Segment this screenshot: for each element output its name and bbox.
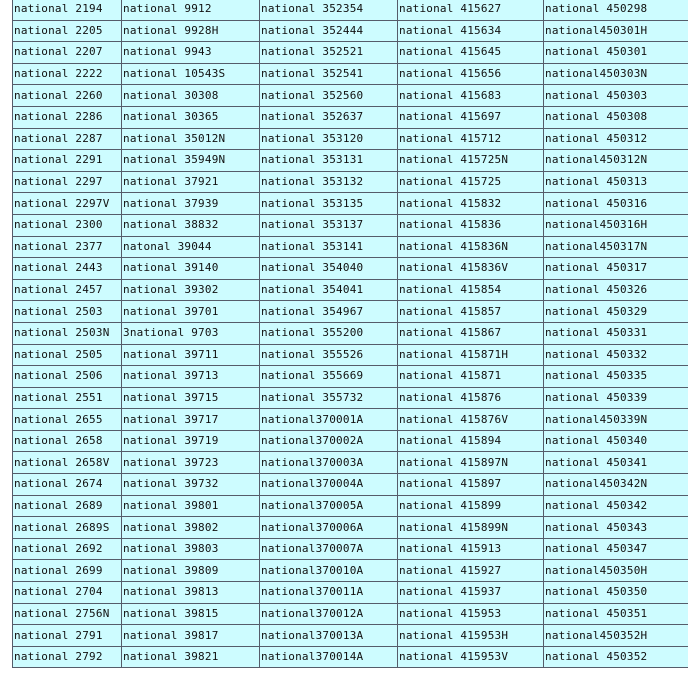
table-cell: national 415697	[398, 106, 544, 128]
table-row	[13, 560, 689, 582]
table-cell: national370006A	[260, 517, 398, 539]
table-cell: national 39723	[122, 452, 260, 474]
table-cell: national 39701	[122, 301, 260, 323]
table-cell: national 2291	[13, 150, 122, 172]
table-cell: national 450351	[544, 603, 689, 625]
table-row	[13, 85, 689, 107]
table-cell: national 415836N	[398, 236, 544, 258]
parts-table	[12, 0, 688, 668]
table-cell: national 39140	[122, 258, 260, 280]
table-cell: national 450352	[544, 646, 689, 668]
table-cell: national 352560	[260, 85, 398, 107]
table-cell: national 415876	[398, 387, 544, 409]
table-row	[13, 646, 689, 668]
table-cell: national 2791	[13, 625, 122, 647]
table-cell: national 2443	[13, 258, 122, 280]
table-cell: national 450303	[544, 85, 689, 107]
table-cell: national 2692	[13, 538, 122, 560]
table-cell: national 450332	[544, 344, 689, 366]
table-cell: national 37939	[122, 193, 260, 215]
table-cell: national 2792	[13, 646, 122, 668]
table-cell: national450339N	[544, 409, 689, 431]
table-cell: national 415867	[398, 322, 544, 344]
table-row	[13, 366, 689, 388]
table-cell: national 2297V	[13, 193, 122, 215]
table-row	[13, 322, 689, 344]
table-cell: national 415899N	[398, 517, 544, 539]
table-cell: national 450331	[544, 322, 689, 344]
table-row	[13, 538, 689, 560]
table-row	[13, 150, 689, 172]
table-cell: national370012A	[260, 603, 398, 625]
table-cell: national 415854	[398, 279, 544, 301]
table-cell: national 415712	[398, 128, 544, 150]
table-row	[13, 236, 689, 258]
table-cell: national 415725	[398, 171, 544, 193]
table-cell: national 39715	[122, 387, 260, 409]
table-row	[13, 625, 689, 647]
table-cell: national 352637	[260, 106, 398, 128]
table-row	[13, 128, 689, 150]
table-cell: national 39713	[122, 366, 260, 388]
table-cell: national 37921	[122, 171, 260, 193]
table-cell: national 2505	[13, 344, 122, 366]
table-cell: national 450313	[544, 171, 689, 193]
table-row	[13, 20, 689, 42]
table-row	[13, 258, 689, 280]
table-cell: national 39817	[122, 625, 260, 647]
table-cell: national 353132	[260, 171, 398, 193]
table-cell: national 39815	[122, 603, 260, 625]
table-cell: national 415857	[398, 301, 544, 323]
table-cell: national 355200	[260, 322, 398, 344]
table-cell: national 2699	[13, 560, 122, 582]
table-cell: national 415836V	[398, 258, 544, 280]
table-cell: national 2704	[13, 582, 122, 604]
table-cell: national 450340	[544, 430, 689, 452]
table-cell: national370005A	[260, 495, 398, 517]
table-cell: national 415897	[398, 474, 544, 496]
table-cell: national 2551	[13, 387, 122, 409]
table-cell: national 2756N	[13, 603, 122, 625]
table-cell: national 415953V	[398, 646, 544, 668]
table-cell: national450317N	[544, 236, 689, 258]
table-cell: national 355526	[260, 344, 398, 366]
table-cell: national 353137	[260, 214, 398, 236]
parts-table-container	[12, 0, 688, 700]
table-row	[13, 42, 689, 64]
table-row	[13, 603, 689, 625]
table-cell: national 415927	[398, 560, 544, 582]
table-cell: national 415899	[398, 495, 544, 517]
table-cell: national 415897N	[398, 452, 544, 474]
table-cell: national 9943	[122, 42, 260, 64]
table-cell: national 39302	[122, 279, 260, 301]
table-cell: national 2300	[13, 214, 122, 236]
table-cell: national 10543S	[122, 63, 260, 85]
table-cell: national 2674	[13, 474, 122, 496]
table-cell: national450312N	[544, 150, 689, 172]
table-cell: national 2297	[13, 171, 122, 193]
table-row	[13, 582, 689, 604]
table-cell: national 2377	[13, 236, 122, 258]
table-cell: national370003A	[260, 452, 398, 474]
table-row	[13, 517, 689, 539]
table-cell: national 2658	[13, 430, 122, 452]
table-cell: national 2205	[13, 20, 122, 42]
table-cell: national 39711	[122, 344, 260, 366]
table-cell: national 450335	[544, 366, 689, 388]
table-cell: national 450317	[544, 258, 689, 280]
table-cell: national 450298	[544, 0, 689, 20]
table-cell: national 2689S	[13, 517, 122, 539]
table-cell: national 450339	[544, 387, 689, 409]
table-cell: national370013A	[260, 625, 398, 647]
table-cell: national 415876V	[398, 409, 544, 431]
table-row	[13, 387, 689, 409]
table-cell: national 354041	[260, 279, 398, 301]
table-cell: national 39717	[122, 409, 260, 431]
table-cell: national 39732	[122, 474, 260, 496]
table-cell: national450303N	[544, 63, 689, 85]
table-cell: national 415871	[398, 366, 544, 388]
table-cell: national 2689	[13, 495, 122, 517]
table-cell: national 39719	[122, 430, 260, 452]
table-cell: national370010A	[260, 560, 398, 582]
table-cell: national 450301	[544, 42, 689, 64]
table-cell: national 415656	[398, 63, 544, 85]
table-cell: national 2260	[13, 85, 122, 107]
table-cell: national450301H	[544, 20, 689, 42]
table-cell: national 35949N	[122, 150, 260, 172]
table-cell: national 415953	[398, 603, 544, 625]
table-cell: national 30365	[122, 106, 260, 128]
table-cell: national 450347	[544, 538, 689, 560]
table-row	[13, 474, 689, 496]
table-cell: national370011A	[260, 582, 398, 604]
table-row	[13, 409, 689, 431]
table-cell: national 2655	[13, 409, 122, 431]
table-row	[13, 214, 689, 236]
table-cell: national 39802	[122, 517, 260, 539]
table-row	[13, 106, 689, 128]
table-cell: national 415645	[398, 42, 544, 64]
table-cell: national 415832	[398, 193, 544, 215]
table-cell: national 353141	[260, 236, 398, 258]
table-cell: national 450341	[544, 452, 689, 474]
table-cell: national 352354	[260, 0, 398, 20]
table-cell: national 2222	[13, 63, 122, 85]
table-cell: national 2287	[13, 128, 122, 150]
table-cell: national 39813	[122, 582, 260, 604]
table-cell: national 415937	[398, 582, 544, 604]
table-cell: national 450326	[544, 279, 689, 301]
table-row	[13, 301, 689, 323]
table-cell: national 39801	[122, 495, 260, 517]
table-row	[13, 0, 689, 20]
table-cell: national 353131	[260, 150, 398, 172]
table-cell: national 2506	[13, 366, 122, 388]
table-cell: national 450329	[544, 301, 689, 323]
table-cell: national 450308	[544, 106, 689, 128]
table-cell: national370007A	[260, 538, 398, 560]
table-cell: 3national 9703	[122, 322, 260, 344]
table-cell: national450350H	[544, 560, 689, 582]
table-cell: national 415634	[398, 20, 544, 42]
table-cell: national 2503	[13, 301, 122, 323]
table-row	[13, 430, 689, 452]
table-cell: national 2503N	[13, 322, 122, 344]
table-cell: national450316H	[544, 214, 689, 236]
table-cell: national370002A	[260, 430, 398, 452]
table-cell: national 38832	[122, 214, 260, 236]
table-row	[13, 171, 689, 193]
table-cell: national 354040	[260, 258, 398, 280]
table-cell: national 354967	[260, 301, 398, 323]
table-cell: national 2457	[13, 279, 122, 301]
table-cell: national 450342	[544, 495, 689, 517]
table-cell: national 353135	[260, 193, 398, 215]
table-cell: national 2286	[13, 106, 122, 128]
table-cell: national370004A	[260, 474, 398, 496]
table-cell: national 450316	[544, 193, 689, 215]
table-row	[13, 193, 689, 215]
table-cell: national 415725N	[398, 150, 544, 172]
table-row	[13, 344, 689, 366]
table-cell: national 450343	[544, 517, 689, 539]
parts-table-body	[13, 0, 689, 668]
table-row	[13, 495, 689, 517]
table-row	[13, 452, 689, 474]
table-cell: national370014A	[260, 646, 398, 668]
table-cell: national 2207	[13, 42, 122, 64]
table-cell: national 39809	[122, 560, 260, 582]
table-cell: national 415683	[398, 85, 544, 107]
table-cell: national 2658V	[13, 452, 122, 474]
table-cell: national 9912	[122, 0, 260, 20]
table-cell: national 415627	[398, 0, 544, 20]
table-row	[13, 63, 689, 85]
table-cell: national 355669	[260, 366, 398, 388]
table-cell: national 352521	[260, 42, 398, 64]
table-cell: national 352444	[260, 20, 398, 42]
table-cell: national 39803	[122, 538, 260, 560]
table-cell: national 30308	[122, 85, 260, 107]
table-cell: national 450350	[544, 582, 689, 604]
table-cell: national 352541	[260, 63, 398, 85]
table-cell: national 415913	[398, 538, 544, 560]
table-cell: national 35012N	[122, 128, 260, 150]
table-cell: national 415894	[398, 430, 544, 452]
table-cell: national370001A	[260, 409, 398, 431]
table-cell: national450352H	[544, 625, 689, 647]
table-cell: national 353120	[260, 128, 398, 150]
table-cell: national450342N	[544, 474, 689, 496]
table-cell: national 39821	[122, 646, 260, 668]
table-row	[13, 279, 689, 301]
table-cell: national 415836	[398, 214, 544, 236]
table-cell: national 2194	[13, 0, 122, 20]
table-cell: national 450312	[544, 128, 689, 150]
table-cell: national 355732	[260, 387, 398, 409]
table-cell: national 415953H	[398, 625, 544, 647]
table-cell: national 415871H	[398, 344, 544, 366]
table-cell: national 9928H	[122, 20, 260, 42]
table-cell: natonal 39044	[122, 236, 260, 258]
